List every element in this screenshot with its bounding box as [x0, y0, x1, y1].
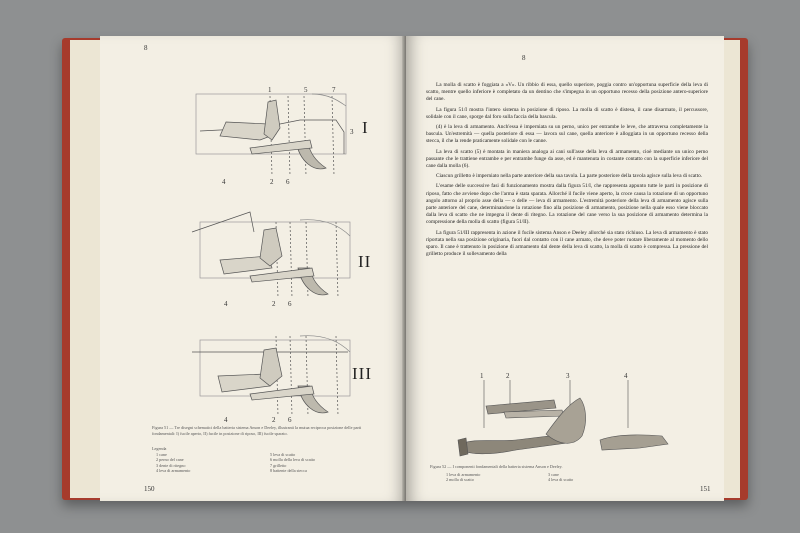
legend-item: 1 leva di armamento [446, 472, 481, 477]
legend-item: 3 dente di ritegno [156, 462, 186, 468]
legend-item: 2 perno del cane [156, 457, 184, 463]
left-top-mark: 8 [144, 44, 148, 52]
callout-6: 6 [286, 178, 290, 186]
right-page [406, 36, 724, 501]
legend-item: 4 leva di armamento [156, 468, 191, 474]
legend-item: 5 leva di scatto [270, 452, 296, 457]
legend-item: 1 cane [156, 452, 167, 457]
paragraph: La figura 51/I mostra l'intero sistema in posizione di riposo. La molla di scatto è distesa, il cane disarmato, il percussore, solidale con il cane, sporge dal foro sulla faccia della bascula. [426, 106, 708, 120]
figure-52-caption: Figura 52 — I componenti fondamentali della batteria sistema Anson e Deeley. [430, 464, 563, 469]
legend-item: 4 leva di scatto [548, 477, 574, 483]
figure-label-iii: III [352, 364, 372, 383]
callout-3: 3 [350, 128, 354, 136]
right-page-number: 151 [700, 485, 711, 493]
figure-label-i: I [362, 118, 369, 137]
figure-51-caption: Figura 51 — Tre disegni schematici della batteria sistema Anson e Deeley, illustranti la mutua reciproca posizione delle parti fondamentali: I) fucile aperto, II) fucile in posizione di riposo, III) fucile sparato. [152, 425, 362, 436]
legend-item: 7 grilletto [270, 462, 287, 468]
paragraph: La figura 51/III rappresenta in azione il fucile sistema Anson e Deeley allorché sia stato richiuso. La leva di armamento è stato riportata nella sua posizione originaria, fuori dal contatto con il cane armato, che deve poter ruotare liberamente al momento dello sparo. Il cane è trattenuto in posizione di armamento dal dente della leva di scatto, la molla di scatto è compressa. La pressione del grilletto produce il sollevamento della [426, 229, 708, 258]
callout-6-iii: 6 [288, 416, 292, 424]
left-page [100, 36, 406, 501]
legend-item: 8 battente della stecca [270, 468, 307, 474]
left-page-number: 150 [144, 485, 155, 493]
legend-item: 6 molla della leva di scatto [270, 457, 316, 463]
callout-1: 1 [268, 86, 272, 94]
diagram-two [192, 212, 350, 298]
callout-2: 2 [270, 178, 274, 186]
component-callout-4: 4 [624, 372, 628, 380]
component-legend-right [548, 472, 573, 483]
paragraph: La molla di scatto è foggiata a «V». Un ribbio di essa, quello superiore, poggia contro un'opportuna superficie della leva di scatto, mentre quello inferiore è completato da un dentino che s'impegna in un opportuno recesso della posizione antero-superiore del cane. [426, 82, 708, 103]
paragraph: L'esame delle successive fasi di funzionamento mostra dalla figura 51/I, che rappresenta appunto tutte le parti in posizione di riposo, fatto che avviene dopo che l'arma è stata sparata. Allorché il fucile viene aperto, la croce causa la rotazione di un opportuno angolo attorno al proprio asse della — o delle — leva di armamento. L'estremità posteriore della leva di armamento agisce sulla parte anteriore del cane, determinandone la rotazione fino alla posizione di armamento, posizione nella quale esso viene bloccato dalla leva di scatto che ne impegna il dente di ritegno. La rotazione del cane verso la sua posizione di armamento determina la compressione della molla di scatto (figura 51/II). [426, 183, 708, 226]
callout-5: 5 [304, 86, 308, 94]
legend-item: 3 cane [548, 472, 559, 477]
callout-7: 7 [332, 86, 336, 94]
callout-2-ii: 2 [272, 300, 276, 308]
paragraph: La leva di scatto (5) è montata in maniera analoga ai cani sull'asse della leva di armamento, cioè mediante un unico perno passante che le trattiene entrambe e per entrambe funge da asse, ed è mantenuta in costante contatto con la superficie inferiore del cane dalla molla (6). [426, 148, 708, 170]
component-callout-1: 1 [480, 372, 484, 380]
legend-title: Legenda [152, 446, 167, 451]
diagram-one [196, 94, 346, 176]
component-callout-2: 2 [506, 372, 510, 380]
callout-4: 4 [222, 178, 226, 186]
diagram-three [192, 336, 350, 416]
paragraph: Ciascun grilletto è imperniato nella parte anteriore della sua tavola. La parte posteriore della tavola agisce sulla leva di scatto. [436, 173, 703, 180]
components-figure [406, 36, 724, 501]
right-top-mark: 8 [522, 54, 526, 62]
callout-2-iii: 2 [272, 416, 276, 424]
legend-left [156, 452, 190, 474]
legend-right [270, 452, 315, 474]
legend-item: 2 molla di scatto [446, 477, 474, 483]
callout-4-iii: 4 [224, 416, 228, 424]
component-callout-3: 3 [566, 372, 570, 380]
component-legend-left [446, 472, 480, 483]
figure-label-ii: II [358, 252, 372, 271]
callout-6-ii: 6 [288, 300, 292, 308]
paragraph: (4) è la leva di armamento. Anch'essa è imperniata su un perno, unico per entrambe le leve, che attraversa completamente la bascula. Un'estremità — quella posteriore di essa — lavora sul cane, quella anteriore è alloggiata in un opportuno recesso della stecca, il che la rende praticamente solidale con le canne. [426, 124, 708, 145]
callout-4-ii: 4 [224, 300, 228, 308]
